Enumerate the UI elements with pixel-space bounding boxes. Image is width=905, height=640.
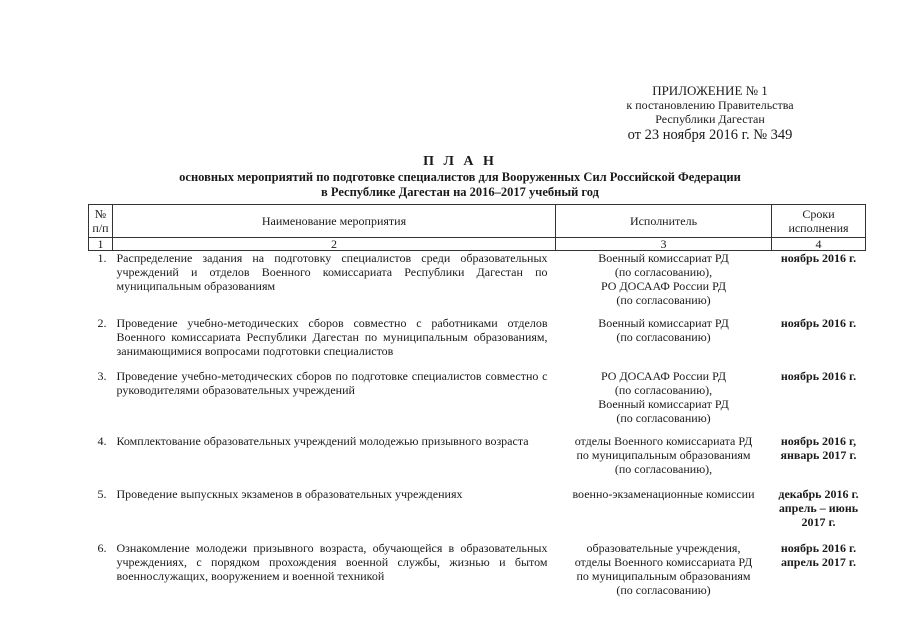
header-term <box>772 205 866 238</box>
executor-line: Военный комиссариат РД <box>598 315 729 330</box>
row-executor <box>556 316 772 369</box>
executor-line: Военный комиссариат РД <box>598 251 729 265</box>
appendix-line3: Республики Дагестан <box>655 112 765 126</box>
table-row <box>89 541 866 601</box>
header-num-line2: п/п <box>92 221 109 235</box>
executor-line: (по согласованию), <box>614 461 713 476</box>
row-num: 4. <box>97 433 107 448</box>
term-line: декабрь 2016 г. <box>778 486 859 501</box>
executor-line: отделы Военного комиссариата РД <box>574 554 753 569</box>
column-number-row <box>89 238 866 251</box>
header-term-line1: Сроки <box>802 207 835 221</box>
row-num: 2. <box>97 315 107 330</box>
row-term <box>772 541 866 601</box>
executor-line: образовательные учреждения, <box>586 540 741 555</box>
term-line: 2017 г. <box>801 514 836 529</box>
row-term <box>772 369 866 434</box>
column-number-1: 1 <box>89 238 113 251</box>
table-body <box>89 251 866 601</box>
executor-line: (по согласованию) <box>616 293 711 307</box>
header-num-line1: № <box>94 207 107 221</box>
executor-line: РО ДОСААФ России РД <box>600 368 727 383</box>
term-line: ноябрь 2016 г, <box>780 433 857 448</box>
row-num: 3. <box>97 368 107 383</box>
row-num: 1. <box>97 251 107 265</box>
term-line: ноябрь 2016 г. <box>780 540 857 555</box>
executor-line: (по согласованию) <box>616 329 711 344</box>
row-executor <box>556 487 772 541</box>
table-row <box>89 316 866 369</box>
row-executor <box>556 434 772 487</box>
appendix-line2: к постановлению Правительства <box>626 98 794 112</box>
appendix-block <box>560 84 860 144</box>
row-name: Проведение выпускных экзаменов в образовательных учреждениях <box>116 486 463 501</box>
row-executor <box>556 541 772 601</box>
executor-line: военно-экзаменационные комиссии <box>572 486 755 501</box>
document-heading <box>120 154 800 200</box>
term-line: апрель – июнь <box>778 500 859 515</box>
plan-table <box>88 204 866 601</box>
header-executor: Исполнитель <box>556 205 772 238</box>
table-row <box>89 251 866 316</box>
row-executor <box>556 251 772 316</box>
plan-title: П Л А Н <box>423 154 497 169</box>
row-term <box>772 316 866 369</box>
executor-line: (по согласованию) <box>616 582 711 597</box>
header-term-line2: исполнения <box>788 221 849 235</box>
table-row <box>89 487 866 541</box>
row-executor <box>556 369 772 434</box>
column-number-3: 3 <box>556 238 772 251</box>
executor-line: по муниципальным образованиям <box>576 447 751 462</box>
column-number-4: 4 <box>772 238 866 251</box>
executor-line: отделы Военного комиссариата РД <box>574 433 753 448</box>
row-term <box>772 434 866 487</box>
row-term <box>772 251 866 316</box>
row-term <box>772 487 866 541</box>
executor-line: (по согласованию) <box>616 410 711 425</box>
executor-line: РО ДОСААФ России РД <box>600 279 727 293</box>
row-name: Распределение задания на подготовку специалистов среди образовательных учреждений и отделов Военного комиссариата Республики Дагестан по муниципальным образованиям <box>116 251 548 293</box>
plan-subtitle-line2: в Республике Дагестан на 2016–2017 учебный год <box>321 185 599 199</box>
term-line: апрель 2017 г. <box>781 554 856 569</box>
term-line: ноябрь 2016 г. <box>780 368 857 383</box>
executor-line: Военный комиссариат РД <box>598 396 729 411</box>
column-number-2: 2 <box>113 238 556 251</box>
row-num: 5. <box>97 486 107 501</box>
plan-subtitle-line1: основных мероприятий по подготовке специалистов для Вооруженных Сил Российской Федерации <box>179 170 741 184</box>
row-name: Комплектование образовательных учреждений молодежью призывного возраста <box>116 433 529 448</box>
table-row <box>89 369 866 434</box>
executor-line: (по согласованию), <box>614 382 713 397</box>
row-name: Ознакомление молодежи призывного возраста, обучающейся в образовательных учреждениях, с порядком прохождения военной службы, жизнью и бытом военнослужащих, вооружением и военной техникой <box>116 540 548 583</box>
term-line: ноябрь 2016 г. <box>780 315 857 330</box>
term-line: ноябрь 2016 г. <box>780 251 857 265</box>
row-num: 6. <box>97 540 107 555</box>
row-name: Проведение учебно-методических сборов по подготовке специалистов совместно с руководителями образовательных учреждений <box>116 368 548 397</box>
executor-line: (по согласованию), <box>614 265 713 279</box>
header-name: Наименование мероприятия <box>113 205 556 238</box>
header-num <box>89 205 113 238</box>
executor-line: по муниципальным образованиям <box>576 568 751 583</box>
appendix-date: от 23 ноября 2016 г. № 349 <box>627 127 793 143</box>
table-header-row <box>89 205 866 238</box>
term-line: январь 2017 г. <box>780 447 857 462</box>
table-row <box>89 434 866 487</box>
appendix-title: ПРИЛОЖЕНИЕ № 1 <box>652 83 768 98</box>
row-name: Проведение учебно-методических сборов совместно с работниками отделов Военного комиссариата Республики Дагестан по муниципальным образованиям, занимающимися вопросами подготовки специалистов <box>116 315 548 358</box>
